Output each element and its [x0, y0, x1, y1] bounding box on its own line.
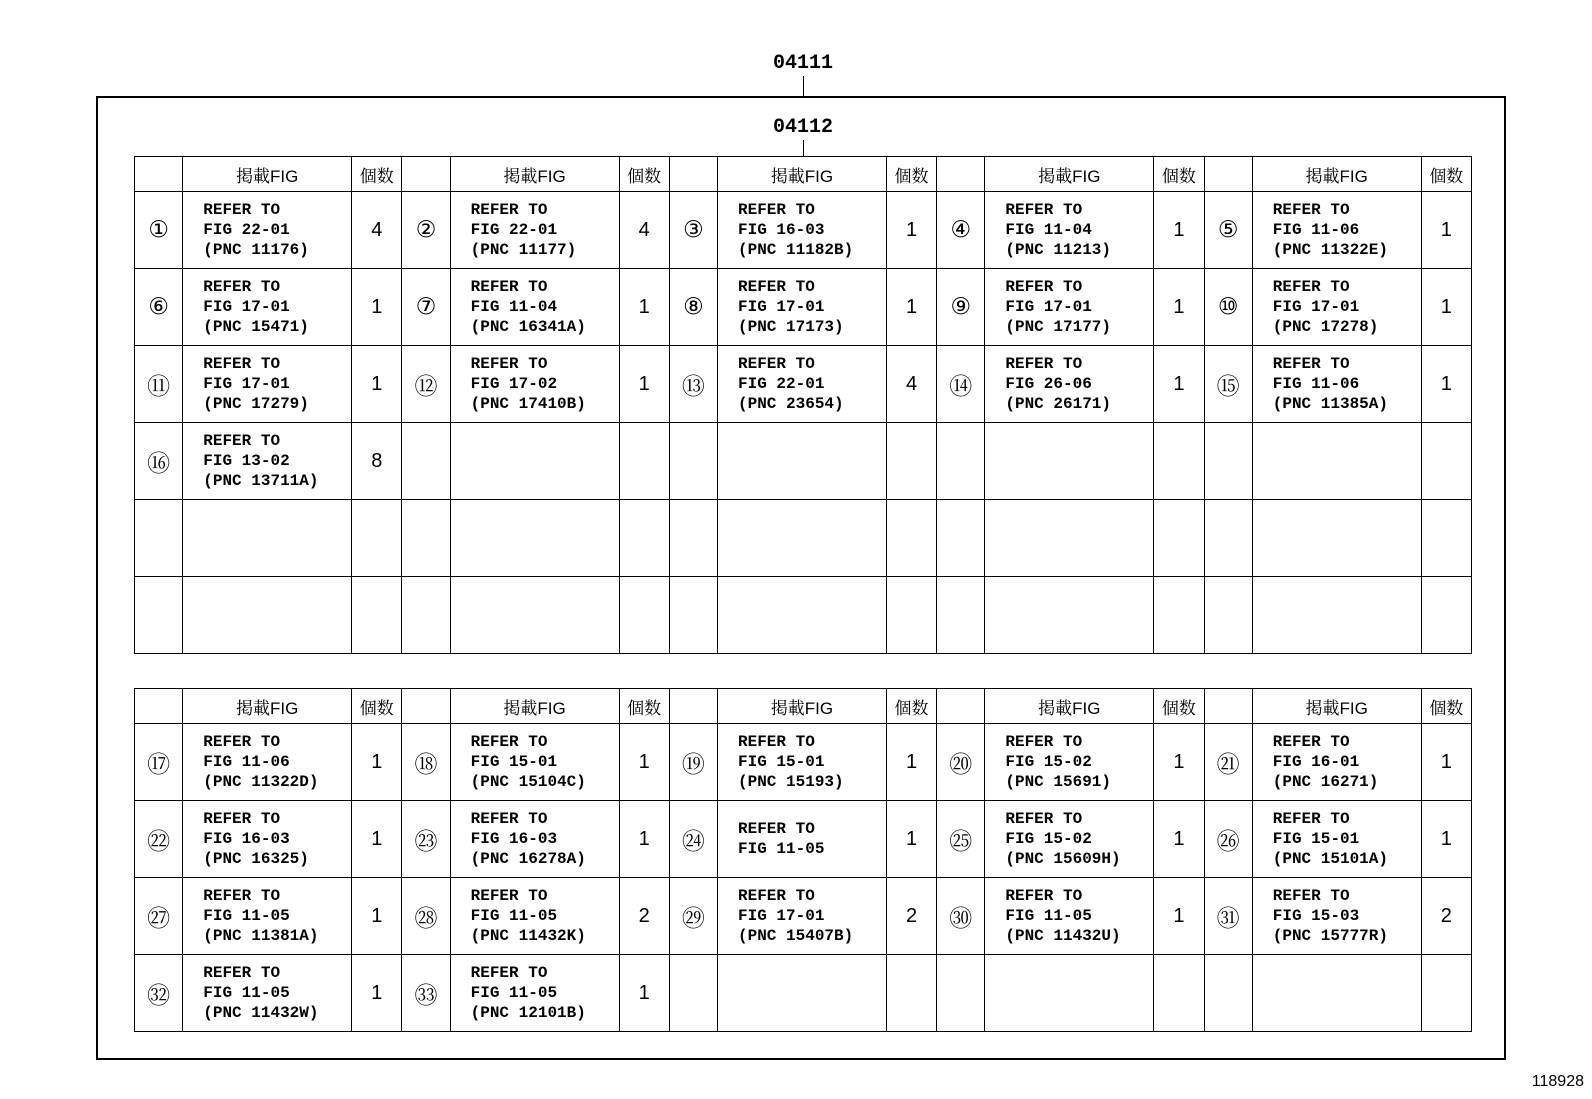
- item-number: [669, 577, 717, 654]
- header-blank: [135, 157, 183, 192]
- item-number: [402, 500, 450, 577]
- header-row: [135, 157, 1472, 192]
- header-blank: [1204, 157, 1252, 192]
- item-number: [1204, 500, 1252, 577]
- item-quantity: 1: [352, 724, 402, 801]
- header-blank: [669, 689, 717, 724]
- figure-reference: REFER TO FIG 11-05 (PNC 11432K): [450, 878, 619, 955]
- figure-reference: REFER TO FIG 17-01 (PNC 17279): [183, 346, 352, 423]
- item-number: ⑭: [937, 346, 985, 423]
- item-number: [669, 423, 717, 500]
- item-number: [402, 577, 450, 654]
- header-fig: 掲載FIG: [450, 157, 619, 192]
- figure-reference: [718, 500, 887, 577]
- header-row: [135, 689, 1472, 724]
- item-number: ⑳: [937, 724, 985, 801]
- item-quantity: 1: [1421, 269, 1471, 346]
- table-row: [135, 500, 1472, 577]
- figure-reference: REFER TO FIG 11-05 (PNC 11381A): [183, 878, 352, 955]
- item-quantity: 2: [1421, 878, 1471, 955]
- item-number: ⑰: [135, 724, 183, 801]
- item-number: ⑮: [1204, 346, 1252, 423]
- figure-reference: REFER TO FIG 15-03 (PNC 15777R): [1252, 878, 1421, 955]
- item-number: ①: [135, 192, 183, 269]
- figure-reference: [450, 577, 619, 654]
- item-quantity: 1: [619, 346, 669, 423]
- item-number: ⑦: [402, 269, 450, 346]
- table-row: [135, 878, 1472, 955]
- header-qty: 個数: [1154, 689, 1204, 724]
- reference-table-1: [134, 156, 1472, 654]
- item-quantity: 1: [1154, 724, 1204, 801]
- figure-reference: [985, 955, 1154, 1032]
- header-qty: 個数: [886, 689, 936, 724]
- header-qty: 個数: [352, 689, 402, 724]
- figure-reference: [450, 500, 619, 577]
- figure-reference: REFER TO FIG 17-01 (PNC 15471): [183, 269, 352, 346]
- table-row: [135, 269, 1472, 346]
- figure-reference: REFER TO FIG 15-02 (PNC 15609H): [985, 801, 1154, 878]
- figure-reference: REFER TO FIG 22-01 (PNC 23654): [718, 346, 887, 423]
- item-number: ⑬: [669, 346, 717, 423]
- figure-reference: [183, 577, 352, 654]
- figure-reference: [1252, 423, 1421, 500]
- table-row: [135, 423, 1472, 500]
- item-number: ㉖: [1204, 801, 1252, 878]
- figure-reference: [718, 577, 887, 654]
- outer-code-label: 04111: [772, 52, 834, 75]
- item-number: ⑥: [135, 269, 183, 346]
- figure-reference: REFER TO FIG 11-05 (PNC 12101B): [450, 955, 619, 1032]
- header-blank: [669, 157, 717, 192]
- reference-table-2: [134, 688, 1472, 1032]
- figure-reference: REFER TO FIG 17-01 (PNC 17177): [985, 269, 1154, 346]
- item-quantity: 4: [352, 192, 402, 269]
- header-qty: 個数: [619, 689, 669, 724]
- figure-reference: REFER TO FIG 22-01 (PNC 11177): [450, 192, 619, 269]
- item-quantity: 1: [1421, 346, 1471, 423]
- item-number: ②: [402, 192, 450, 269]
- item-quantity: 8: [352, 423, 402, 500]
- figure-reference: REFER TO FIG 17-01 (PNC 17173): [718, 269, 887, 346]
- item-number: ㉝: [402, 955, 450, 1032]
- item-number: [937, 955, 985, 1032]
- item-quantity: 1: [1421, 192, 1471, 269]
- item-quantity: [619, 423, 669, 500]
- item-number: ⑫: [402, 346, 450, 423]
- item-quantity: [352, 577, 402, 654]
- item-quantity: 1: [619, 724, 669, 801]
- figure-reference: REFER TO FIG 11-06 (PNC 11322D): [183, 724, 352, 801]
- item-number: [669, 955, 717, 1032]
- item-quantity: 1: [886, 192, 936, 269]
- figure-reference: [1252, 955, 1421, 1032]
- item-quantity: [619, 500, 669, 577]
- figure-reference: REFER TO FIG 11-05: [718, 801, 887, 878]
- item-number: ⑲: [669, 724, 717, 801]
- header-blank: [1204, 689, 1252, 724]
- item-number: [937, 423, 985, 500]
- figure-reference: REFER TO FIG 15-01 (PNC 15101A): [1252, 801, 1421, 878]
- item-quantity: 1: [886, 724, 936, 801]
- header-qty: 個数: [886, 157, 936, 192]
- item-quantity: [886, 577, 936, 654]
- figure-reference: [183, 500, 352, 577]
- item-quantity: 1: [619, 955, 669, 1032]
- figure-reference: REFER TO FIG 15-01 (PNC 15104C): [450, 724, 619, 801]
- figure-id: 118928: [1531, 1073, 1584, 1090]
- table-row: [135, 192, 1472, 269]
- table-row: [135, 724, 1472, 801]
- header-fig: 掲載FIG: [1252, 689, 1421, 724]
- item-number: ㉒: [135, 801, 183, 878]
- figure-reference: REFER TO FIG 15-01 (PNC 15193): [718, 724, 887, 801]
- header-qty: 個数: [619, 157, 669, 192]
- figure-reference: REFER TO FIG 22-01 (PNC 11176): [183, 192, 352, 269]
- figure-reference: REFER TO FIG 11-04 (PNC 16341A): [450, 269, 619, 346]
- header-fig: 掲載FIG: [1252, 157, 1421, 192]
- item-number: ⑯: [135, 423, 183, 500]
- item-quantity: 1: [352, 955, 402, 1032]
- figure-reference: REFER TO FIG 17-01 (PNC 15407B): [718, 878, 887, 955]
- figure-reference: REFER TO FIG 17-02 (PNC 17410B): [450, 346, 619, 423]
- item-quantity: [1154, 500, 1204, 577]
- table-row: [135, 801, 1472, 878]
- item-quantity: 1: [352, 801, 402, 878]
- header-fig: 掲載FIG: [183, 157, 352, 192]
- item-quantity: [619, 577, 669, 654]
- item-quantity: [1154, 955, 1204, 1032]
- figure-reference: REFER TO FIG 26-06 (PNC 26171): [985, 346, 1154, 423]
- header-qty: 個数: [352, 157, 402, 192]
- item-quantity: [1154, 423, 1204, 500]
- item-number: [1204, 955, 1252, 1032]
- item-number: ㉑: [1204, 724, 1252, 801]
- figure-reference: [1252, 577, 1421, 654]
- item-number: ⑨: [937, 269, 985, 346]
- item-number: ⑱: [402, 724, 450, 801]
- figure-reference: [1252, 500, 1421, 577]
- header-qty: 個数: [1421, 157, 1471, 192]
- item-number: ⑤: [1204, 192, 1252, 269]
- item-quantity: 1: [352, 269, 402, 346]
- figure-reference: REFER TO FIG 11-05 (PNC 11432W): [183, 955, 352, 1032]
- item-number: [937, 577, 985, 654]
- figure-reference: [985, 500, 1154, 577]
- item-quantity: 1: [352, 346, 402, 423]
- figure-reference: REFER TO FIG 16-01 (PNC 16271): [1252, 724, 1421, 801]
- item-quantity: 4: [619, 192, 669, 269]
- figure-reference: [450, 423, 619, 500]
- header-qty: 個数: [1154, 157, 1204, 192]
- item-number: [1204, 423, 1252, 500]
- item-quantity: 1: [886, 801, 936, 878]
- header-blank: [402, 157, 450, 192]
- figure-reference: [985, 577, 1154, 654]
- figure-reference: REFER TO FIG 11-05 (PNC 11432U): [985, 878, 1154, 955]
- item-number: [402, 423, 450, 500]
- table-row: [135, 346, 1472, 423]
- item-quantity: 1: [619, 801, 669, 878]
- figure-reference: REFER TO FIG 16-03 (PNC 16325): [183, 801, 352, 878]
- item-quantity: [1421, 423, 1471, 500]
- item-number: ⑪: [135, 346, 183, 423]
- item-quantity: 1: [1154, 878, 1204, 955]
- figure-reference: [718, 423, 887, 500]
- item-quantity: 2: [619, 878, 669, 955]
- item-number: ㉕: [937, 801, 985, 878]
- figure-reference: REFER TO FIG 11-04 (PNC 11213): [985, 192, 1154, 269]
- header-fig: 掲載FIG: [718, 157, 887, 192]
- header-blank: [402, 689, 450, 724]
- header-blank: [937, 157, 985, 192]
- header-blank: [937, 689, 985, 724]
- item-quantity: 1: [352, 878, 402, 955]
- item-number: ㉜: [135, 955, 183, 1032]
- figure-reference: REFER TO FIG 13-02 (PNC 13711A): [183, 423, 352, 500]
- item-number: [135, 577, 183, 654]
- item-number: [135, 500, 183, 577]
- figure-reference: REFER TO FIG 11-06 (PNC 11385A): [1252, 346, 1421, 423]
- item-quantity: [886, 423, 936, 500]
- item-number: ㉓: [402, 801, 450, 878]
- item-quantity: 1: [1421, 724, 1471, 801]
- header-fig: 掲載FIG: [718, 689, 887, 724]
- item-number: ⑩: [1204, 269, 1252, 346]
- header-fig: 掲載FIG: [450, 689, 619, 724]
- item-number: ㉔: [669, 801, 717, 878]
- item-number: ㉘: [402, 878, 450, 955]
- figure-reference: REFER TO FIG 11-06 (PNC 11322E): [1252, 192, 1421, 269]
- table-row: [135, 955, 1472, 1032]
- figure-reference: REFER TO FIG 15-02 (PNC 15691): [985, 724, 1154, 801]
- item-quantity: 2: [886, 878, 936, 955]
- item-quantity: 1: [1154, 346, 1204, 423]
- item-quantity: 1: [1154, 269, 1204, 346]
- header-qty: 個数: [1421, 689, 1471, 724]
- item-quantity: 1: [1154, 192, 1204, 269]
- item-quantity: [886, 500, 936, 577]
- header-fig: 掲載FIG: [985, 157, 1154, 192]
- inner-leader-line: [803, 140, 804, 157]
- item-quantity: 1: [1154, 801, 1204, 878]
- item-quantity: [1421, 955, 1471, 1032]
- item-number: [937, 500, 985, 577]
- item-number: [669, 500, 717, 577]
- item-quantity: [1421, 577, 1471, 654]
- table-row: [135, 577, 1472, 654]
- figure-reference: REFER TO FIG 16-03 (PNC 16278A): [450, 801, 619, 878]
- item-number: ㉛: [1204, 878, 1252, 955]
- item-number: [1204, 577, 1252, 654]
- figure-reference: [718, 955, 887, 1032]
- item-quantity: 4: [886, 346, 936, 423]
- figure-reference: [985, 423, 1154, 500]
- item-quantity: 1: [1421, 801, 1471, 878]
- item-quantity: [352, 500, 402, 577]
- figure-reference: REFER TO FIG 16-03 (PNC 11182B): [718, 192, 887, 269]
- item-number: ㉚: [937, 878, 985, 955]
- item-quantity: [886, 955, 936, 1032]
- figure-reference: REFER TO FIG 17-01 (PNC 17278): [1252, 269, 1421, 346]
- header-fig: 掲載FIG: [985, 689, 1154, 724]
- item-quantity: 1: [619, 269, 669, 346]
- header-fig: 掲載FIG: [183, 689, 352, 724]
- item-number: ㉙: [669, 878, 717, 955]
- item-quantity: [1154, 577, 1204, 654]
- item-quantity: [1421, 500, 1471, 577]
- item-number: ㉗: [135, 878, 183, 955]
- outer-leader-line: [803, 76, 804, 96]
- inner-code-label: 04112: [772, 116, 834, 139]
- header-blank: [135, 689, 183, 724]
- item-number: ④: [937, 192, 985, 269]
- item-number: ③: [669, 192, 717, 269]
- item-number: ⑧: [669, 269, 717, 346]
- item-quantity: 1: [886, 269, 936, 346]
